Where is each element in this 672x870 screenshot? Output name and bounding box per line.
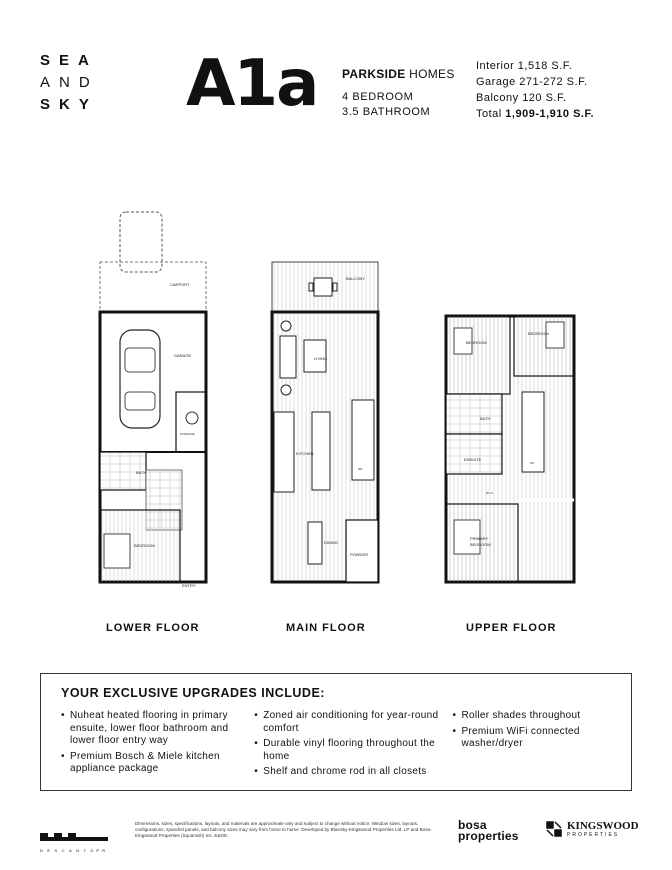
chair-icon-2 — [281, 385, 291, 395]
kingswood-logo — [545, 820, 639, 838]
carport-outline — [120, 212, 162, 272]
main-floor-plan — [272, 262, 378, 582]
upgrades-column-1 — [61, 710, 254, 782]
bed-right — [546, 322, 564, 348]
upgrades-title: YOUR EXCLUSIVE UPGRADES INCLUDE: — [61, 686, 325, 700]
garage-area: Garage 271-272 S.F. — [476, 76, 588, 88]
bosa-logo — [458, 820, 519, 842]
upgrade-item: • Shelf and chrome rod in all closets — [254, 766, 452, 779]
kingswood-mark-icon — [545, 820, 563, 838]
brand-logo — [40, 50, 102, 116]
upgrade-item: • Premium WiFi connected washer/dryer — [452, 726, 611, 751]
descant-suffix: DPR — [90, 848, 108, 853]
upgrade-item: • Premium Bosch & Miele kitchen appliance package — [61, 751, 254, 776]
bedroom-right-label: BEDROOM — [528, 331, 549, 336]
main-floor-label: MAIN FLOOR — [286, 622, 366, 634]
total-value: 1,909-1,910 S.F. — [505, 108, 595, 120]
dining-table-icon — [308, 522, 322, 564]
descant-letter: E — [47, 848, 54, 853]
storage-label: STORAGE — [180, 432, 195, 436]
collection-bold: PARKSIDE — [342, 67, 406, 81]
total-area — [476, 106, 594, 122]
upper-bath-label: BATH — [480, 416, 491, 421]
chair-icon — [281, 321, 291, 331]
water-heater-icon — [186, 412, 198, 424]
bosa-logo-line-2: properties — [458, 829, 519, 843]
bedroom-count: 4 BEDROOM — [342, 91, 414, 103]
balcony-area: Balcony 120 S.F. — [476, 92, 567, 104]
kingswood-name: KINGSWOOD — [567, 819, 639, 832]
stair-down-label: DN — [358, 467, 363, 471]
upgrades-column-3 — [452, 710, 611, 782]
kingswood-sub: PROPERTIES — [567, 831, 620, 838]
upper-floor-label: UPPER FLOOR — [466, 622, 557, 634]
upper-floor-plan — [358, 316, 574, 582]
ensuite-label: ENSUITE — [464, 457, 482, 462]
upgrades-column-2 — [254, 710, 452, 782]
powder-label: POWDER — [350, 552, 368, 557]
stair-up-label: UP — [530, 461, 535, 465]
lower-floor-plan — [100, 212, 206, 588]
upgrades-box — [40, 673, 632, 791]
main-stair — [352, 400, 374, 480]
room-counts — [342, 90, 430, 120]
car-icon — [120, 330, 160, 428]
bosa-logo-line-1: bosa — [458, 818, 487, 832]
descant-letter: A — [69, 848, 75, 853]
brand-line-1: SEA — [40, 52, 98, 69]
upgrade-item: • Nuheat heated flooring in primary ensuite, lower floor bathroom and lower floor entry way — [61, 710, 254, 748]
bathroom-count: 3.5 BATHROOM — [342, 106, 431, 118]
collection-rest: HOMES — [405, 67, 455, 81]
disclaimer-text: Dimensions, sizes, specifications, layouts, and materials are approximate only and subject to change without notice. Window sizes, layouts, configurations, spandrel panels, and balcony sizes may vary from home to home. Developed by BlueSky-Kingswood Properties Ltd. LP and Bosa-Kingswood Properties (Squamish) Inc. E&OE. — [135, 821, 432, 839]
powder-room — [346, 520, 378, 582]
descant-letter: T — [83, 848, 90, 853]
dining-label: DINING — [324, 540, 338, 545]
kitchen-island — [312, 412, 330, 490]
garage-label: GARAGE — [174, 353, 192, 358]
ensuite — [446, 434, 502, 474]
collection-name — [342, 67, 455, 81]
carport-label: CARPORT — [170, 282, 190, 287]
descant-logo-mark — [40, 833, 110, 841]
brand-line-2: AND — [40, 74, 99, 91]
lower-bedroom-label: BEDROOM — [134, 543, 155, 548]
plan-model-name: A1a — [186, 47, 318, 121]
lower-bath-label: BATH — [136, 470, 147, 475]
sofa-icon — [280, 336, 296, 378]
descant-letter: S — [54, 848, 61, 853]
carport-area — [100, 262, 206, 312]
floor-plans — [0, 200, 672, 600]
entry-label: ENTRY — [182, 583, 196, 588]
bedroom-left-label: BEDROOM — [466, 340, 487, 345]
storage-room — [176, 392, 206, 452]
kitchen-counter — [274, 412, 294, 492]
primary-bedroom-label-2: BEDROOM — [470, 542, 491, 547]
kitchen-label: KITCHEN — [296, 451, 314, 456]
upper-stair — [522, 392, 544, 472]
bedroom-right — [514, 316, 574, 376]
area-summary — [476, 58, 594, 122]
descant-letter: N — [76, 848, 83, 853]
upgrade-item: • Roller shades throughout — [452, 710, 611, 723]
descant-logo — [40, 828, 110, 853]
total-label: Total — [476, 108, 506, 120]
balcony-label: BALCONY — [346, 276, 366, 281]
wic-label: W.I.C — [486, 491, 494, 495]
lower-bed — [104, 534, 130, 568]
upgrade-item: • Zoned air conditioning for year-round comfort — [254, 710, 452, 735]
descant-letter: C — [61, 848, 68, 853]
primary-bedroom-label-1: PRIMARY — [470, 536, 489, 541]
descant-letter: D — [40, 848, 46, 853]
living-label: LIVING — [314, 356, 328, 361]
brand-line-3: SKY — [40, 96, 98, 113]
descant-logo-text — [40, 848, 108, 853]
interior-area: Interior 1,518 S.F. — [476, 60, 573, 72]
upper-bath — [446, 394, 502, 434]
upgrade-item: • Durable vinyl flooring throughout the home — [254, 738, 452, 763]
lower-floor-label: LOWER FLOOR — [106, 622, 200, 634]
